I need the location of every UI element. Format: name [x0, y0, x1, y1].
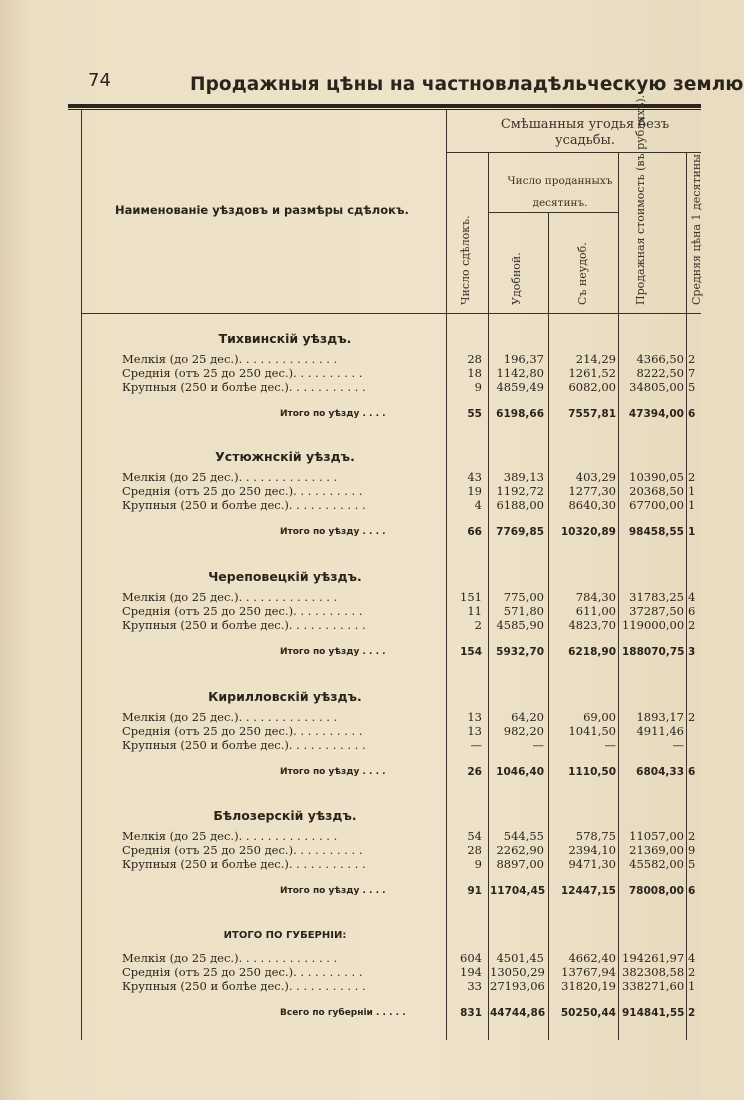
- cell-deals: 194: [460, 965, 482, 979]
- column-divider: [618, 152, 619, 1040]
- cell-deals: 9: [474, 857, 482, 871]
- cell-avg: 2: [688, 352, 696, 366]
- row-label: Среднія (отъ 25 до 250 дес.). . . . . . . . . .: [122, 604, 363, 618]
- total-price: 47394,00: [628, 408, 684, 420]
- cell-nonarable: 403,29: [575, 470, 616, 484]
- cell-arable: 389,13: [503, 470, 544, 484]
- row-label: Крупныя (250 и болѣе дес.). . . . . . . . . . .: [122, 618, 366, 632]
- cell-nonarable: 4662,40: [568, 951, 616, 965]
- cell-deals: 9: [474, 380, 482, 394]
- cell-arable: 13050,29: [490, 965, 545, 979]
- row-label: Среднія (отъ 25 до 250 дес.). . . . . . . . . .: [122, 484, 363, 498]
- total-price: 188070,75: [622, 646, 685, 658]
- cell-avg: 6: [688, 604, 696, 618]
- district-heading: Бѣлозерскій уѣздъ.: [213, 808, 357, 823]
- cell-nonarable: 1041,50: [568, 724, 616, 738]
- total-label: Итого по уѣзду . . . .: [280, 886, 386, 896]
- cell-deals: 19: [467, 484, 482, 498]
- cell-deals: 28: [467, 843, 482, 857]
- district-heading: Череповецкій уѣздъ.: [208, 569, 362, 584]
- header-bottom-rule: [81, 313, 701, 314]
- total-deals: 154: [460, 646, 482, 658]
- cell-price: —: [672, 738, 684, 752]
- cell-arable: 64,20: [511, 710, 544, 724]
- total-price: 914841,55: [622, 1007, 685, 1019]
- group-header: Смѣшанныя угодья безъ усадьбы.: [500, 117, 670, 148]
- district-heading: Тихвинскій уѣздъ.: [218, 331, 352, 346]
- cell-nonarable: 578,75: [575, 829, 616, 843]
- cell-deals: 151: [460, 590, 482, 604]
- cell-nonarable: —: [604, 738, 616, 752]
- total-nonarable: 6218,90: [568, 646, 616, 658]
- total-price: 6804,33: [636, 766, 684, 778]
- total-avg: 6: [688, 766, 696, 778]
- row-label: Крупныя (250 и болѣе дес.). . . . . . . . . . .: [122, 498, 366, 512]
- cell-deals: 13: [467, 710, 482, 724]
- cell-deals: —: [470, 738, 482, 752]
- page-number: 74: [88, 70, 111, 91]
- row-label: Мелкія (до 25 дес.). . . . . . . . . . . . . .: [122, 352, 338, 366]
- avg-price-header: Средняя цѣна 1 десятины: [690, 154, 703, 305]
- column-divider: [548, 212, 549, 1040]
- cell-price: 20368,50: [629, 484, 684, 498]
- cell-deals: 11: [467, 604, 482, 618]
- cell-price: 338271,60: [622, 979, 685, 993]
- row-label: Мелкія (до 25 дес.). . . . . . . . . . . . . .: [122, 829, 338, 843]
- total-price: 78008,00: [628, 885, 684, 897]
- row-label: Среднія (отъ 25 до 250 дес.). . . . . . . . . .: [122, 366, 363, 380]
- cell-avg: 2: [688, 618, 696, 632]
- cell-price: 45582,00: [629, 857, 684, 871]
- cell-arable: 27193,06: [490, 979, 545, 993]
- cell-avg: 2: [688, 470, 696, 484]
- header-rule: [68, 104, 701, 108]
- cell-nonarable: 6082,00: [568, 380, 616, 394]
- cell-deals: 54: [467, 829, 482, 843]
- total-label: Итого по уѣзду . . . .: [280, 409, 386, 419]
- cell-avg: 2: [688, 710, 696, 724]
- cell-price: 119000,00: [622, 618, 685, 632]
- cell-arable: 6188,00: [496, 498, 544, 512]
- total-arable: 7769,85: [496, 526, 544, 538]
- cell-deals: 28: [467, 352, 482, 366]
- cell-nonarable: 31820,19: [561, 979, 616, 993]
- row-label: Мелкія (до 25 дес.). . . . . . . . . . . . . .: [122, 590, 338, 604]
- total-arable: 44744,86: [490, 1007, 546, 1019]
- cell-price: 21369,00: [629, 843, 684, 857]
- cell-price: 37287,50: [629, 604, 684, 618]
- row-label: Крупныя (250 и болѣе дес.). . . . . . . . . . .: [122, 380, 366, 394]
- total-avg: 3: [688, 646, 696, 658]
- cell-arable: 196,37: [503, 352, 544, 366]
- cell-nonarable: 13767,94: [561, 965, 616, 979]
- total-deals: 831: [460, 1007, 482, 1019]
- column-divider: [488, 152, 489, 1040]
- row-label: Среднія (отъ 25 до 250 дес.). . . . . . . . . .: [122, 724, 363, 738]
- column-divider: [686, 152, 687, 1040]
- total-price: 98458,55: [628, 526, 684, 538]
- total-label: Всего по губерніи . . . . .: [280, 1008, 406, 1018]
- cell-price: 11057,00: [629, 829, 684, 843]
- cell-nonarable: 2394,10: [568, 843, 616, 857]
- row-label: Крупныя (250 и болѣе дес.). . . . . . . . . . .: [122, 857, 366, 871]
- cell-deals: 33: [467, 979, 482, 993]
- cell-arable: —: [532, 738, 544, 752]
- row-label: Мелкія (до 25 дес.). . . . . . . . . . . . . .: [122, 710, 338, 724]
- cell-arable: 2262,90: [496, 843, 544, 857]
- cell-price: 194261,97: [622, 951, 685, 965]
- district-heading: ИТОГО ПО ГУБЕРНІИ:: [223, 930, 347, 941]
- total-avg: 6: [688, 885, 696, 897]
- cell-arable: 8897,00: [496, 857, 544, 871]
- row-label: Среднія (отъ 25 до 250 дес.). . . . . . . . . .: [122, 965, 363, 979]
- table-left-border: [81, 110, 82, 1040]
- cell-deals: 18: [467, 366, 482, 380]
- column-divider: [446, 110, 447, 1040]
- deals-count-header: Число сдѣлокъ.: [459, 215, 472, 305]
- total-avg: 1: [688, 526, 696, 538]
- total-avg: 2: [688, 1007, 696, 1019]
- cell-nonarable: 8640,30: [568, 498, 616, 512]
- cell-price: 1893,17: [636, 710, 684, 724]
- total-label: Итого по уѣзду . . . .: [280, 647, 386, 657]
- cell-avg: 9: [688, 843, 696, 857]
- cell-arable: 4859,49: [496, 380, 544, 394]
- header-divider: [446, 152, 701, 153]
- row-label: Крупныя (250 и болѣе дес.). . . . . . . . . . .: [122, 979, 366, 993]
- cell-avg: 2: [688, 829, 696, 843]
- total-deals: 26: [467, 766, 482, 778]
- cell-arable: 4501,45: [496, 951, 544, 965]
- cell-arable: 1192,72: [496, 484, 544, 498]
- cell-avg: 4: [688, 590, 696, 604]
- cell-price: 4911,46: [636, 724, 684, 738]
- cell-price: 67700,00: [629, 498, 684, 512]
- total-deals: 66: [467, 526, 482, 538]
- sale-price-header: Продажная стоимость (въ рубляхъ).: [634, 94, 647, 305]
- header-rule-thin: [68, 109, 701, 110]
- cell-deals: 4: [474, 498, 482, 512]
- total-deals: 91: [467, 885, 482, 897]
- row-label: Мелкія (до 25 дес.). . . . . . . . . . . . . .: [122, 470, 338, 484]
- cell-arable: 1142,80: [496, 366, 544, 380]
- cell-arable: 775,00: [503, 590, 544, 604]
- cell-avg: 5: [688, 857, 696, 871]
- cell-nonarable: 69,00: [583, 710, 616, 724]
- nonarable-header: Съ неудоб.: [576, 242, 589, 305]
- total-avg: 6: [688, 408, 696, 420]
- cell-avg: 7: [688, 366, 696, 380]
- total-nonarable: 7557,81: [568, 408, 616, 420]
- cell-avg: 4: [688, 951, 696, 965]
- cell-nonarable: 611,00: [575, 604, 616, 618]
- cell-price: 31783,25: [629, 590, 684, 604]
- cell-nonarable: 784,30: [575, 590, 616, 604]
- total-arable: 1046,40: [496, 766, 544, 778]
- cell-price: 382308,58: [622, 965, 685, 979]
- cell-avg: 1: [688, 484, 696, 498]
- total-nonarable: 12447,15: [560, 885, 616, 897]
- cell-deals: 43: [467, 470, 482, 484]
- cell-nonarable: 1261,52: [568, 366, 616, 380]
- total-nonarable: 50250,44: [560, 1007, 616, 1019]
- total-nonarable: 10320,89: [560, 526, 616, 538]
- sold-desyatins-header: Число проданныхъ десятинъ.: [507, 175, 613, 209]
- cell-arable: 544,55: [503, 829, 544, 843]
- cell-avg: 1: [688, 979, 696, 993]
- total-nonarable: 1110,50: [568, 766, 616, 778]
- total-label: Итого по уѣзду . . . .: [280, 767, 386, 777]
- cell-avg: 2: [688, 965, 696, 979]
- cell-nonarable: 1277,30: [568, 484, 616, 498]
- total-deals: 55: [467, 408, 482, 420]
- total-arable: 11704,45: [490, 885, 546, 897]
- cell-arable: 571,80: [503, 604, 544, 618]
- total-arable: 6198,66: [496, 408, 544, 420]
- cell-avg: 5: [688, 380, 696, 394]
- cell-price: 10390,05: [629, 470, 684, 484]
- cell-avg: 1: [688, 498, 696, 512]
- row-label: Мелкія (до 25 дес.). . . . . . . . . . . . . .: [122, 951, 338, 965]
- cell-nonarable: 214,29: [575, 352, 616, 366]
- cell-nonarable: 9471,30: [568, 857, 616, 871]
- cell-nonarable: 4823,70: [568, 618, 616, 632]
- cell-price: 4366,50: [636, 352, 684, 366]
- district-heading: Кирилловскій уѣздъ.: [208, 689, 362, 704]
- total-label: Итого по уѣзду . . . .: [280, 527, 386, 537]
- district-heading: Устюжнскій уѣздъ.: [215, 449, 355, 464]
- arable-header: Удобной.: [510, 252, 523, 305]
- cell-deals: 604: [460, 951, 482, 965]
- name-column-header: Наименованіе уѣздовъ и размѣры сдѣлокъ.: [115, 203, 409, 217]
- cell-arable: 982,20: [503, 724, 544, 738]
- cell-arable: 4585,90: [496, 618, 544, 632]
- cell-price: 8222,50: [636, 366, 684, 380]
- cell-deals: 2: [474, 618, 482, 632]
- cell-price: 34805,00: [629, 380, 684, 394]
- row-label: Крупныя (250 и болѣе дес.). . . . . . . . . . .: [122, 738, 366, 752]
- row-label: Среднія (отъ 25 до 250 дес.). . . . . . . . . .: [122, 843, 363, 857]
- total-arable: 5932,70: [496, 646, 544, 658]
- cell-deals: 13: [467, 724, 482, 738]
- page-title: Продажныя цѣны на частновладѣльческую землю: [190, 74, 744, 95]
